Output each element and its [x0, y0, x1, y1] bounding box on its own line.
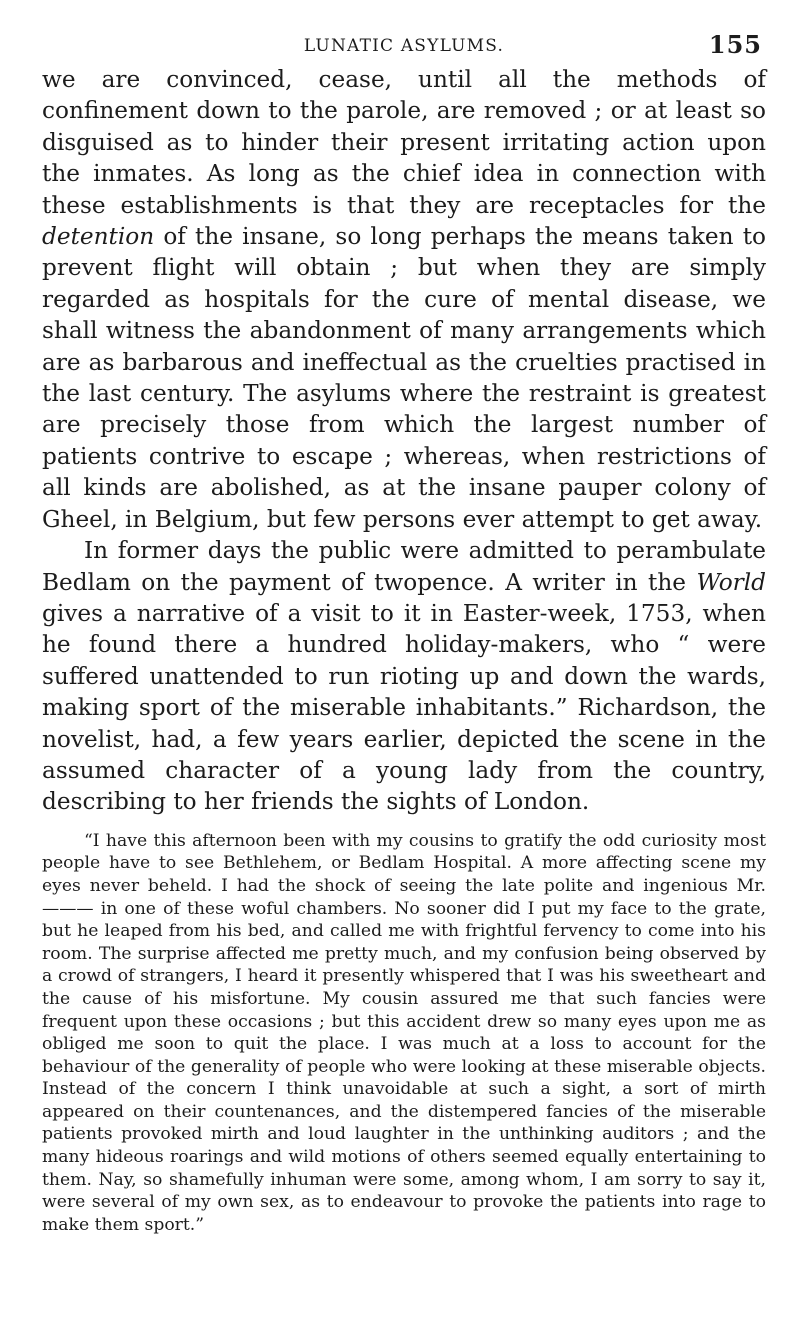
italic-title: World: [696, 568, 766, 596]
paragraph-bedlam: [42, 535, 766, 818]
paragraph-continuation: [42, 64, 766, 535]
running-head: LUNATIC ASYLUMS.: [303, 36, 505, 56]
paragraph-text: gives a narrative of a visit to it in Easter-week, 1753, when he found there a hundred holiday-makers, who “ were suffered unattended to run rioting up and down the wards, making sport of the miserable inhabitants.” Richardson, the novelist, had, a few years earlier, depicted the scene in the assumed character of a young lady from the country, describing to her friends the sights of London.: [42, 599, 766, 816]
block-quote: [42, 830, 766, 1237]
page-header: [42, 0, 766, 64]
quote-text: “I have this afternoon been with my cousins to gratify the odd curiosity most people have to see Bethlehem, or Bedlam Hospital. A more affecting scene my eyes never beheld. I had the shock of seeing the late polite and ingenious Mr. ——— in one of these woful chambers. No sooner did I put my face to the grate, but he leaped from his bed, and called me with frightful fervency to come into his room. The surprise affected me pretty much, and my confusion being observed by a crowd of strangers, I heard it presently whispered that I was his sweetheart and the cause of his misfortune. My cousin assured me that such fancies were frequent upon these occasions ; but this accident drew so many eyes upon me as obliged me soon to quit the place. I was much at a loss to account for the behaviour of the generality of people who were looking at these miserable objects. Instead of the concern I think unavoidable at such a sight, a sort of mirth appeared on their countenances, and the distempered fancies of the miserable patients provoked mirth and loud laughter in the unthinking auditors ; and the many hideous roarings and wild motions of others seemed equally entertaining to them. Nay, so shamefully inhuman were some, among whom, I am sorry to say it, were several of my own sex, as to endeavour to provoke the patients into rage to make them sport.”: [42, 830, 766, 1235]
main-text: [42, 64, 766, 818]
paragraph-text: we are convinced, cease, until all the methods of confinement down to the parole, are removed ; or at least so disguised as to hinder their present irritating action upon the inmates. As long as the chief idea in connection with these establishments is that they are receptacles for the: [42, 66, 766, 219]
paragraph-text: of the insane, so long perhaps the means taken to prevent flight will obtain ; but when they are simply regarded as hospitals for the cure of mental disease, we shall witness the abandonment of many arrangements which are as barbarous and ineffectual as the cruelties practised in the last century. The asylums where the restraint is greatest are precisely those from which the largest number of patients contrive to escape ; whereas, when restrictions of all kinds are abolished, as at the insane pauper colony of Gheel, in Belgium, but few persons ever attempt to get away.: [42, 223, 766, 533]
italic-term: detention: [42, 223, 155, 251]
paragraph-text: In former days the public were admitted to perambulate Bedlam on the payment of twopence. A writer in the: [42, 537, 766, 596]
page-number: 155: [708, 30, 762, 59]
